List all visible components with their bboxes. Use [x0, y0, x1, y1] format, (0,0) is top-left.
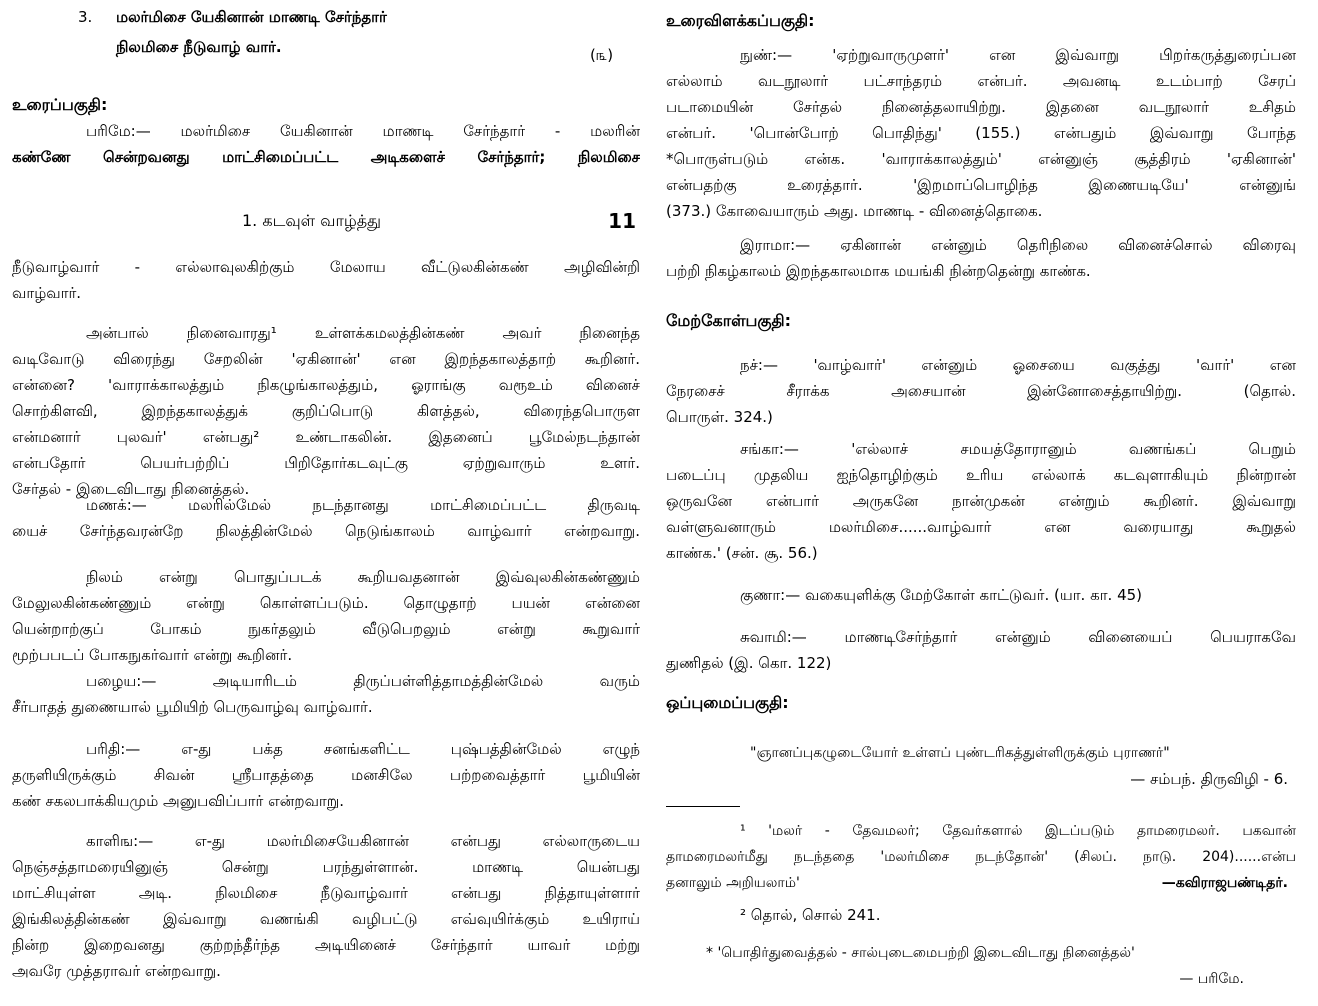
- text-line: நிலம் என்று பொதுப்படக் கூறியவதனான் இவ்வுலகின்கண்ணும்: [86, 568, 640, 586]
- commentator-label: நச்:—: [740, 356, 778, 374]
- parimel-text-2: கண்ணே சென்றவனது மாட்சிமைப்பட்ட அடிகளைச் சேர்ந்தார்; நிலமிசை: [12, 148, 640, 166]
- text-line: எல்லாம் வடநூலார் பட்சாந்தரம் என்பர். அவனடி உடம்பாற் சேரப்: [666, 72, 1296, 90]
- footnote-line: ¹ 'மலர் - தேவமலர்; தேவர்களால் இடப்படும் தாமரைமலர். பகவான்: [740, 823, 1296, 839]
- text-line: படைப்பு முதலிய ஐந்தொழிற்கும் உரிய எல்லாக் கடவுளாகியும் நின்றான்: [666, 466, 1296, 484]
- text-line: அவரே முத்தராவர் என்றவாறு.: [12, 962, 221, 980]
- text-line: யைச் சேர்ந்தவரன்றே நிலத்தின்மேல் நெடுங்காலம் வாழ்வார் என்றவாறு.: [12, 522, 640, 540]
- anbu-paragraph: [12, 320, 640, 502]
- quote-text: "ஞானப்புகழுடையோர் உள்ளப் புண்டரிகத்துள்ளிருக்கும் புராணர்": [750, 745, 1170, 761]
- text-line: நெஞ்சத்தாமரையினுஞ் சென்று பரந்துள்ளான். மாணடி யென்பது: [12, 858, 640, 876]
- quote-block: [666, 740, 1296, 792]
- footnote-line: தனாலும் அறியலாம்': [666, 875, 800, 891]
- footnote-source: —கவிராஜபண்டிதர்.: [1161, 875, 1288, 891]
- footnote-line: * 'பொதிர்துவைத்தல் - சால்புடைமைபற்றி இடைவிடாது நினைத்தல்': [706, 945, 1135, 961]
- text-line: நேரசைச் சீராக்க அசையான் இன்னோசைத்தாயிற்று. (தொல்.: [666, 382, 1296, 400]
- pazhaiya-paragraph: பழைய:— அடியாரிடம் திருப்பள்ளித்தாமத்தின்மேல் வரும் சீர்பாதத் துணையால் பூமியிற் பெருவாழ்வு வாழ்வார்.: [12, 668, 640, 720]
- nilam-paragraph: [12, 564, 640, 668]
- text-line: அன்பால் நினைவாரது¹ உள்ளக்கமலத்தின்கண் அவர் நினைந்த: [86, 324, 640, 342]
- commentator-label: குணா:—: [740, 586, 801, 604]
- commentator-label: சங்கா:—: [740, 440, 799, 458]
- commentator-label: நுண்:—: [740, 46, 793, 64]
- commentator-label: பழைய:—: [86, 672, 157, 690]
- nach-paragraph: நச்:— 'வாழ்வார்' என்னும் ஓசையை வகுத்து 'வார்' என நேரசைச் சீராக்க அசையான் இன்னோசைத்தாயிற்று. (தொல். பொருள். 324.): [666, 352, 1296, 430]
- commentator-label: இராமா:—: [740, 236, 811, 254]
- text-line: (373.) கோவையாரும் அது. மாணடி - வினைத்தொகை.: [666, 202, 1043, 220]
- quote-source: — சம்பந். திருவிழி - 6.: [1130, 770, 1288, 788]
- text-line: என்பதோர் பெயர்பற்றிப் பிறிதோர்கடவுட்கு ஏற்றுவாரும் உளர்.: [12, 454, 640, 472]
- footnote-rule: [666, 806, 740, 807]
- text-line: என்னை? 'வாராக்காலத்தும் நிகழுங்காலத்தும், ஓராங்கு வரூஉம் வினைச்: [12, 376, 640, 394]
- text-line: சேர்தல் - இடைவிடாது நினைத்தல்.: [12, 480, 250, 498]
- nun-paragraph: நுண்:— 'ஏற்றுவாருமுளர்' என இவ்வாறு பிறர்கருத்துரைப்பன எல்லாம் வடநூலார் பட்சாந்தரம் என்பர். அவனடி உடம்பாற் சேரப் படாமையின் சேர்தல் நினைத்தலாயிற்று. இதனை வடநூலார் உசிதம் என்பர். 'பொன்போற் பொதிந்து' (155.) என்பதும் இவ்வாறு போந்த *பொருள்படும் என்க. 'வாராக்காலத்தும்' என்னுஞ் சூத்திரம் 'ஏகினான்' என்பதற்கு உரைத்தார். 'இறமாப்பொழிந்த இணையடியே' என்னுங் (373.) கோவையாரும் அது. மாணடி - வினைத்தொகை.: [666, 42, 1296, 224]
- text-line: என்பதற்கு உரைத்தார். 'இறமாப்பொழிந்த இணையடியே' என்னுங்: [666, 176, 1296, 194]
- verse-number: 3.: [78, 8, 93, 26]
- commentator-label: காளிங:—: [86, 832, 154, 850]
- text-line: பொருள். 324.): [666, 408, 773, 426]
- paridhi-paragraph: பரிதி:— எ-து பக்த சனங்களிட்ட புஷ்பத்தின்மேல் எழுந் தருளியிருக்கும் சிவன் ஸ்ரீபாதத்தை மனசிலே பற்றவைத்தார் பூமியின் கண் சகலபாக்கியமும் அனுபவிப்பார் என்றவாறு.: [12, 736, 640, 814]
- suvami-paragraph: சுவாமி:— மாணடிசேர்ந்தார் என்னும் வினையைப் பெயராகவே துணிதல் (இ. கொ. 122): [666, 624, 1296, 676]
- manak-paragraph: மணக்:— மலரில்மேல் நடந்தானது மாட்சிமைப்பட்ட திருவடி யைச் சேர்ந்தவரன்றே நிலத்தின்மேல் நெடுங்காலம் வாழ்வார் என்றவாறு.: [12, 492, 640, 544]
- commentator-label: சுவாமி:—: [740, 628, 807, 646]
- footnote-source: — பரிமே.: [1179, 971, 1244, 987]
- merkol-heading: மேற்கோள்பகுதி:: [666, 311, 792, 330]
- text-line: துணிதல் (இ. கொ. 122): [666, 654, 832, 672]
- text-line: தருளியிருக்கும் சிவன் ஸ்ரீபாதத்தை மனசிலே பற்றவைத்தார் பூமியின்: [12, 766, 640, 784]
- commentator-label: மணக்:—: [86, 496, 147, 514]
- text-line: சீர்பாதத் துணையால் பூமியிற் பெருவாழ்வு வாழ்வார்.: [12, 698, 373, 716]
- verse-line-1: மலர்மிசை யேகினான் மாணடி சேர்ந்தார்: [116, 8, 387, 26]
- uraivilakka-heading: உரைவிளக்கப்பகுதி:: [666, 11, 815, 30]
- footnote-line: ² தொல், சொல் 241.: [740, 906, 881, 924]
- text-line: வள்ளுவனாரும் மலர்மிசை......வாழ்வார் என வரையாது கூறுதல்: [666, 518, 1296, 536]
- verse-line-2: நிலமிசை நீடுவாழ் வார்.: [116, 38, 282, 56]
- commentator-label: பரிமே:—: [86, 122, 151, 140]
- section-heading: உரைப்பகுதி:: [12, 95, 108, 114]
- footnote-line: தாமரைமலர்மீது நடந்ததை 'மலர்மிசை நடந்தோன்' (சிலப். நாடு. 204)......என்ப: [666, 849, 1296, 865]
- text-line: சொற்கிளவி, இறந்தகாலத்துக் குறிப்பொடு கிளத்தல், விரைந்தபொருள: [12, 402, 640, 420]
- text-line: இங்கிலத்தின்கண் இவ்வாறு வணங்கி வழிபட்டு எவ்வுயிர்க்கும் உயிராய்: [12, 910, 640, 928]
- text-line: நின்ற இறைவனது குற்றந்தீர்ந்த அடியினைச் சேர்ந்தார் யாவர் மற்று: [12, 936, 640, 954]
- sankara-paragraph: சங்கா:— 'எல்லாச் சமயத்தோரானும் வணங்கப் பெறும் படைப்பு முதலிய ஐந்தொழிற்கும் உரிய எல்லாக் கடவுளாகியும் நின்றான் ஒருவனே என்பார் அருகனே நான்முகன் என்றும் கூறினர். இவ்வாறு வள்ளுவனாரும் மலர்மிசை......வாழ்வார் என வரையாது கூறுதல் காண்க.' (சன். சூ. 56.): [666, 436, 1296, 566]
- text-line: கண் சகலபாக்கியமும் அனுபவிப்பார் என்றவாறு.: [12, 792, 345, 810]
- text-line: பற்றி நிகழ்காலம் இறந்தகாலமாக மயங்கி நின்றதென்று காண்க.: [666, 262, 1091, 280]
- footnote-1: [666, 818, 1296, 896]
- guna-paragraph: குணா:— வகையுளிக்கு மேற்கோள் காட்டுவர். (யா. கா. 45): [740, 586, 1143, 604]
- kaalingar-paragraph: காளிங:— எ-து மலர்மிசையேகினான் என்பது எல்லாருடைய நெஞ்சத்தாமரையினுஞ் சென்று பரந்துள்ளான். மாணடி யென்பது மாட்சியுள்ள அடி. நிலமிசை நீடுவாழ்வார் என்பது நித்தாயுள்ளார் இங்கிலத்தின்கண் இவ்வாறு வணங்கி வழிபட்டு எவ்வுயிர்க்கும் உயிராய் நின்ற இறைவனது குற்றந்தீர்ந்த அடியினைச் சேர்ந்தார் யாவர் மற்று அவரே முத்தராவர் என்றவாறு.: [12, 828, 640, 984]
- nidu-paragraph: [12, 254, 640, 306]
- text-line: வடிவோடு விரைந்து சேறலின் 'ஏகினான்' என இறந்தகாலத்தாற் கூறினர்.: [12, 350, 640, 368]
- text-line: மூற்பபடப் போகநுகர்வார் என்று கூறினர்.: [12, 646, 293, 664]
- parimel-block: [12, 118, 640, 170]
- iraama-paragraph: இராமா:— ஏகினான் என்னும் தெரிநிலை வினைச்சொல் விரைவு பற்றி நிகழ்காலம் இறந்தகாலமாக மயங்கி நின்றதென்று காண்க.: [666, 232, 1296, 284]
- footnote-3: [666, 940, 1296, 992]
- verse-mark: (௩): [590, 46, 614, 64]
- text-line: *பொருள்படும் என்க. 'வாராக்காலத்தும்' என்னுஞ் சூத்திரம் 'ஏகினான்': [666, 150, 1296, 168]
- text-line: நீடுவாழ்வார் - எல்லாவுலகிற்கும் மேலாய வீட்டுலகின்கண் அழிவின்றி: [12, 258, 640, 276]
- page-number: 11: [608, 209, 636, 233]
- text-line: ஒருவனே என்பார் அருகனே நான்முகன் என்றும் கூறினர். இவ்வாறு: [666, 492, 1296, 510]
- text-line: என்பர். 'பொன்போற் பொதிந்து' (155.) என்பதும் இவ்வாறு போந்த: [666, 124, 1296, 142]
- parimel-text: மலர்மிசை யேகினான் மாணடி சேர்ந்தார் - மலரின்: [180, 122, 640, 140]
- text-line: யென்றாற்குப் போகம் நுகர்தலும் வீடுபெறலும் என்று கூறுவார்: [12, 620, 640, 638]
- text-line: காண்க.' (சன். சூ. 56.): [666, 544, 818, 562]
- text-line: படாமையின் சேர்தல் நினைத்தலாயிற்று. இதனை வடநூலார் உசிதம்: [666, 98, 1296, 116]
- text-line: என்மனார் புலவர்' என்பது² உண்டாகலின். இதனைப் பூமேல்நடந்தான்: [12, 428, 640, 446]
- footnote-2: [666, 902, 1296, 928]
- text-line: மேலுலகின்கண்ணும் என்று கொள்ளப்படும். தொழுதாற் பயன் என்னை: [12, 594, 640, 612]
- oppumai-heading: ஒப்புமைப்பகுதி:: [666, 693, 789, 712]
- chapter-title: 1. கடவுள் வாழ்த்து: [242, 211, 381, 230]
- text-line: மாட்சியுள்ள அடி. நிலமிசை நீடுவாழ்வார் என்பது நித்தாயுள்ளார்: [12, 884, 640, 902]
- text-line: வாழ்வார்.: [12, 284, 82, 302]
- commentator-label: பரிதி:—: [86, 740, 141, 758]
